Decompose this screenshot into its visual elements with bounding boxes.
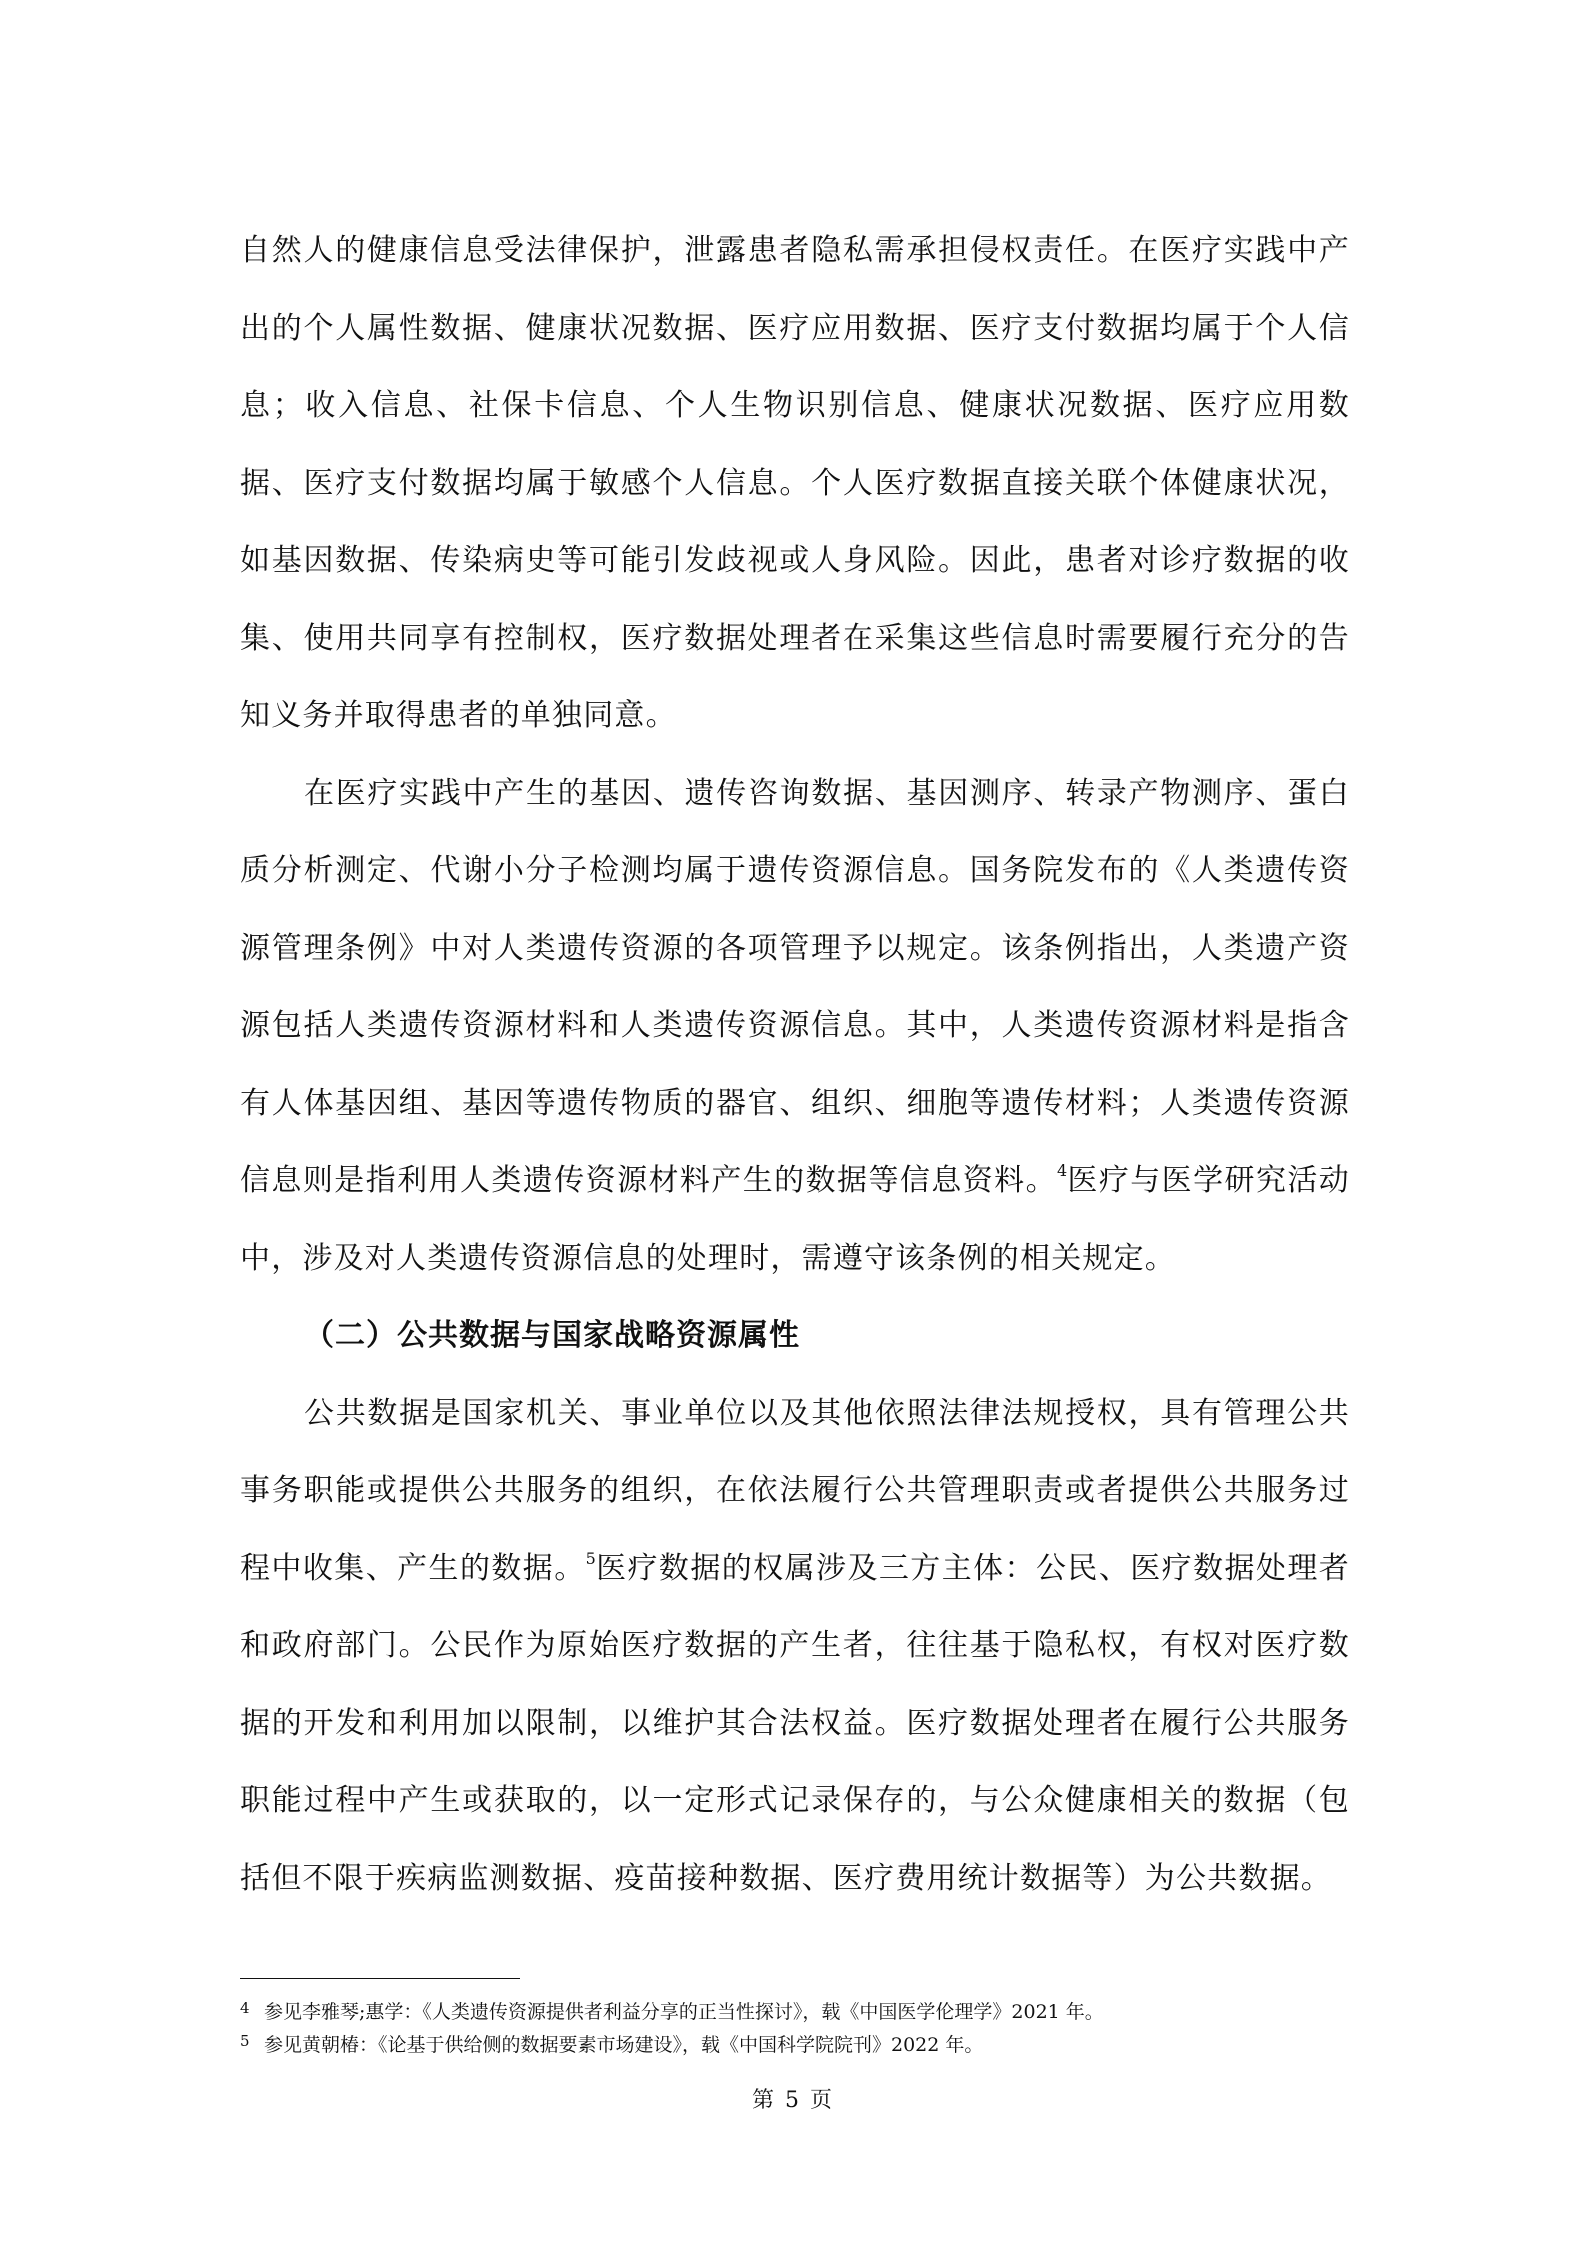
- paragraph-public-data: [240, 1375, 1350, 1918]
- footnote-text: 参见李雅琴;惠学：《人类遗传资源提供者利益分享的正当性探讨》，载《中国医学伦理学》2021 年。: [264, 2001, 1104, 2023]
- paragraph-personal-health-info: 自然人的健康信息受法律保护，泄露患者隐私需承担侵权责任。在医疗实践中产出的个人属性数据、健康状况数据、医疗应用数据、医疗支付数据均属于个人信息；收入信息、社保卡信息、个人生物识别信息、健康状况数据、医疗应用数据、医疗支付数据均属于敏感个人信息。个人医疗数据直接关联个体健康状况，如基因数据、传染病史等可能引发歧视或人身风险。因此，患者对诊疗数据的收集、使用共同享有控制权，医疗数据处理者在采集这些信息时需要履行充分的告知义务并取得患者的单独同意。: [240, 233, 1350, 733]
- footnote-5: [240, 2027, 1350, 2060]
- footnote-4: [240, 1994, 1350, 2027]
- footnotes: [240, 1994, 1350, 2060]
- footnote-ref-4[interactable]: 4: [1057, 1161, 1068, 1180]
- footnote-number: 4: [240, 1999, 250, 2017]
- page-number: 第 5 页: [752, 2088, 834, 2113]
- paragraph-genetic-resources: [240, 755, 1350, 1298]
- paragraph-text: 医疗与医学研究活动中，涉及对人类遗传资源信息的处理时，需遵守该条例的相关规定。: [240, 1163, 1350, 1276]
- footnote-ref-5[interactable]: 5: [585, 1548, 596, 1568]
- paragraph-text: 医疗数据的权属涉及三方主体：公民、医疗数据处理者和政府部门。公民作为原始医疗数据的产生者，往往基于隐私权，有权对医疗数据的开发和利用加以限制，以维护其合法权益。医疗数据处理者在履行公共服务职能过程中产生或获取的，以一定形式记录保存的，与公众健康相关的数据（包括但不限于疾病监测数据、疫苗接种数据、医疗费用统计数据等）为公共数据。: [240, 1550, 1350, 1896]
- section-heading: （二）公共数据与国家战略资源属性: [304, 1318, 800, 1353]
- paragraph-text: 在医疗实践中产生的基因、遗传咨询数据、基因测序、转录产物测序、蛋白质分析测定、代谢小分子检测均属于遗传资源信息。国务院发布的《人类遗传资源管理条例》中对人类遗传资源的各项管理予以规定。该条例指出，人类遗产资源包括人类遗传资源材料和人类遗传资源信息。其中，人类遗传资源材料是指含有人体基因组、基因等遗传物质的器官、组织、细胞等遗传材料；人类遗传资源信息则是指利用人类遗传资源材料产生的数据等信息资料。: [240, 775, 1350, 1198]
- footnote-number: 5: [240, 2032, 250, 2050]
- body-text: [240, 212, 1350, 1917]
- footnote-separator: [240, 1978, 520, 1979]
- paragraph-text: 公共数据是国家机关、事业单位以及其他依照法律法规授权，具有管理公共事务职能或提供公共服务的组织，在依法履行公共管理职责或者提供公共服务过程中收集、产生的数据。: [240, 1395, 1350, 1586]
- footnote-text: 参见黄朝椿：《论基于供给侧的数据要素市场建设》，载《中国科学院院刊》2022 年。: [264, 2034, 984, 2056]
